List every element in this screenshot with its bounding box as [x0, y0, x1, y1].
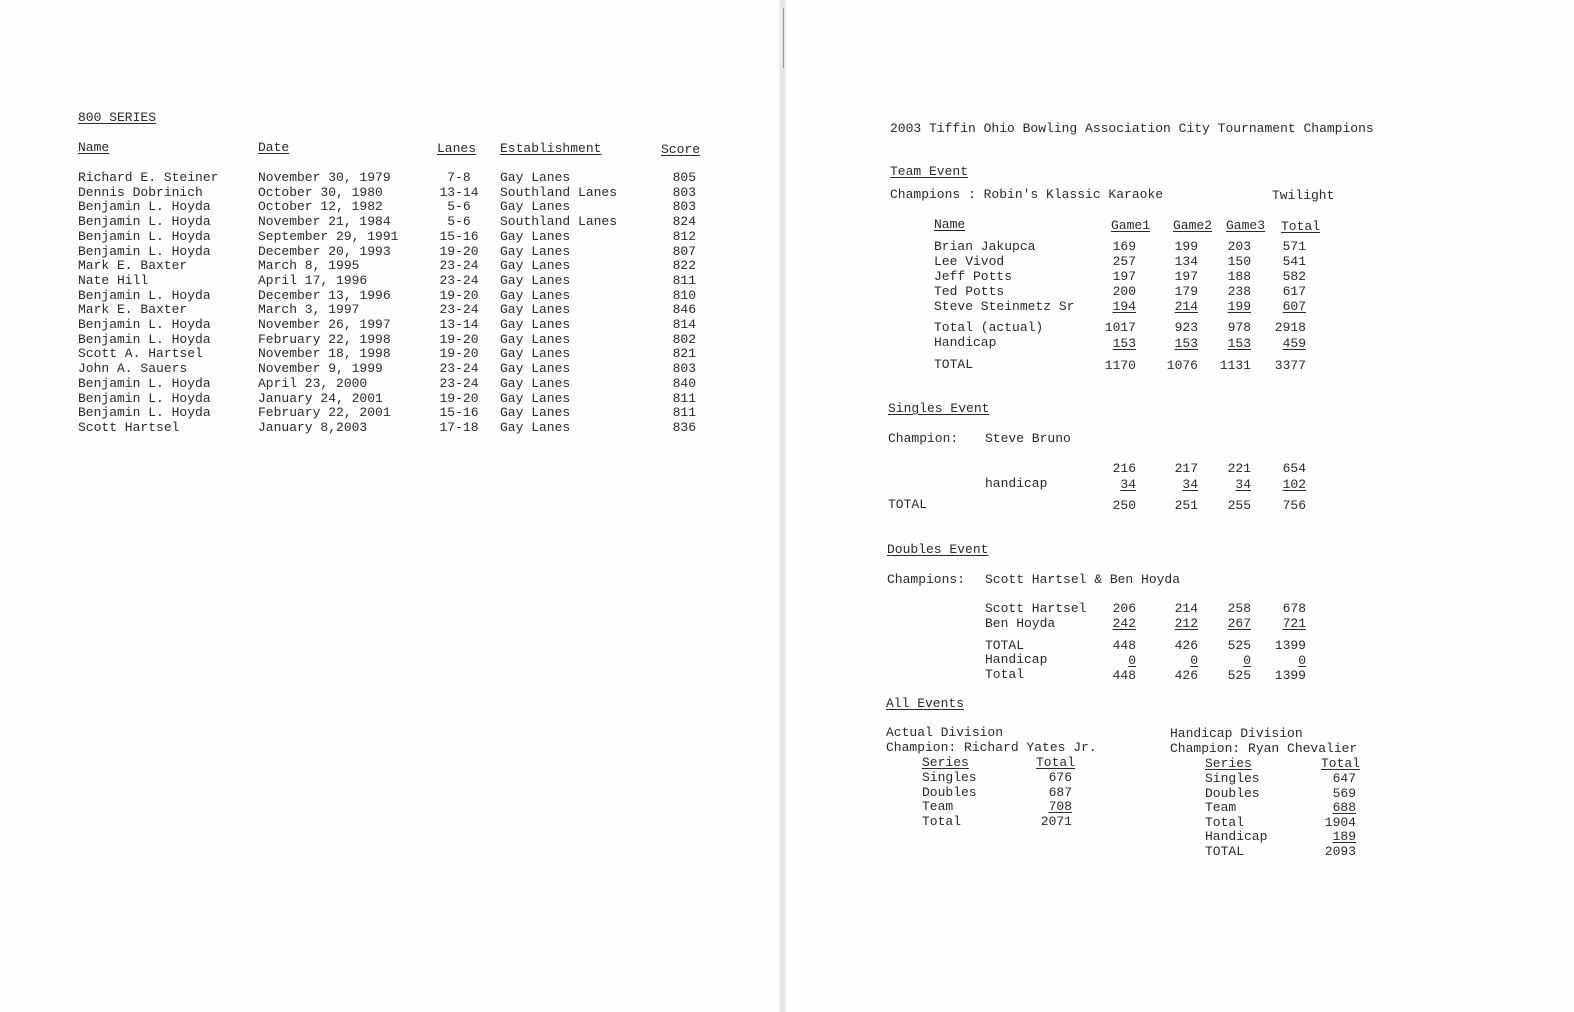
team-row-game1: 197 [1112, 269, 1136, 284]
series-row-date: January 24, 2001 [258, 390, 383, 406]
singles-champion-name: Steve Bruno [985, 431, 1071, 446]
doubles-total-label: TOTAL [985, 638, 1025, 653]
team-row-name: Steve Steinmetz Sr [934, 299, 1075, 314]
team-row-game2: 197 [1174, 269, 1198, 284]
series-row-lanes: 19-20 [439, 331, 479, 347]
singles-total: 654 [1282, 461, 1306, 476]
series-row-date: November 30, 1979 [258, 170, 391, 185]
team-row-game3: 150 [1227, 254, 1251, 269]
series-row-establishment: Gay Lanes [500, 331, 571, 347]
series-row-score: 803 [672, 184, 696, 200]
series-row-establishment: Gay Lanes [500, 405, 571, 421]
doubles-handicap-g2: 0 [1190, 653, 1198, 668]
series-row-date: October 30, 1980 [258, 184, 383, 200]
series-row-score: 811 [672, 390, 696, 406]
series-row-establishment: Gay Lanes [500, 287, 571, 303]
team-handicap-g3: 153 [1227, 336, 1251, 351]
series-row-date: March 8, 1995 [258, 258, 360, 274]
series-row-lanes: 7-8 [447, 170, 471, 185]
series-row-lanes: 13-14 [439, 317, 479, 332]
singles-handicap-g2: 34 [1182, 477, 1198, 492]
team-row-name: Lee Vivod [934, 254, 1005, 269]
series-row-date: January 8,2003 [258, 419, 368, 435]
handicap-division-row-value: 1904 [1324, 814, 1356, 830]
team-row-game1: 194 [1112, 299, 1136, 314]
singles-grand-g2: 251 [1174, 498, 1198, 513]
doubles-total-g1: 448 [1112, 638, 1136, 653]
series-row-date: November 18, 1998 [258, 346, 391, 362]
handicap-division-row-label: Total [1205, 814, 1245, 830]
team-header-total: Total [1281, 219, 1321, 234]
series-row-establishment: Gay Lanes [500, 375, 571, 391]
series-row-date: December 20, 1993 [258, 243, 391, 259]
column-header-establishment: Establishment [500, 141, 602, 156]
team-row-name: Brian Jakupca [934, 239, 1036, 254]
series-row-establishment: Gay Lanes [500, 419, 571, 435]
handicap-division-row-label: Singles [1205, 771, 1260, 786]
doubles-handicap-total: 0 [1298, 653, 1306, 668]
series-row-date: November 26, 1997 [258, 317, 391, 332]
team-grand-total: 3377 [1274, 358, 1306, 373]
team-row-game1: 257 [1112, 254, 1136, 269]
series-row-score: 802 [672, 331, 696, 347]
actual-division-title: Actual Division [886, 725, 1004, 740]
doubles-row-game3: 267 [1227, 616, 1251, 631]
team-header-game3: Game3 [1226, 218, 1266, 233]
handicap-division-row-value: 647 [1332, 771, 1356, 786]
doubles-total-g2: 426 [1174, 638, 1198, 653]
team-row-name: Ted Potts [934, 284, 1005, 299]
gutter-mark [783, 8, 784, 68]
team-grand-label: TOTAL [934, 357, 974, 372]
series-row-name: Benjamin L. Hoyda [78, 287, 211, 303]
series-row-establishment: Southland Lanes [500, 214, 618, 230]
series-row-score: 810 [672, 287, 696, 303]
doubles-event-heading: Doubles Event [887, 542, 989, 557]
doubles-grand-g1: 448 [1112, 668, 1136, 683]
series-row-score: 822 [672, 258, 696, 274]
series-row-lanes: 23-24 [439, 302, 479, 318]
series-row-score: 812 [672, 228, 696, 244]
team-row-total: 582 [1282, 269, 1306, 284]
series-row-establishment: Gay Lanes [500, 346, 571, 362]
series-row-name: Mark E. Baxter [78, 258, 188, 274]
series-row-lanes: 15-16 [439, 405, 479, 421]
series-row-establishment: Gay Lanes [500, 199, 571, 215]
series-row-lanes: 19-20 [439, 287, 479, 303]
series-row-score: 814 [672, 317, 696, 332]
column-header-name: Name [78, 140, 110, 155]
series-row-establishment: Gay Lanes [500, 361, 571, 377]
series-row-name: Benjamin L. Hoyda [78, 214, 211, 230]
singles-g2: 217 [1174, 461, 1198, 476]
series-row-name: Benjamin L. Hoyda [78, 199, 211, 215]
page-title: 2003 Tiffin Ohio Bowling Association City Tournament Champions [890, 121, 1374, 136]
singles-handicap-g1: 34 [1120, 477, 1136, 492]
series-row-lanes: 15-16 [439, 228, 479, 244]
team-row-game3: 238 [1227, 284, 1251, 299]
series-row-score: 840 [672, 375, 696, 391]
series-row-lanes: 23-24 [439, 361, 479, 377]
team-actual-label: Total (actual) [934, 320, 1044, 335]
actual-division-row-label: Total [922, 813, 962, 829]
series-row-date: November 21, 1984 [258, 214, 391, 230]
team-handicap-label: Handicap [934, 335, 997, 350]
series-row-date: October 12, 1982 [258, 199, 383, 215]
series-row-establishment: Gay Lanes [500, 170, 571, 185]
team-row-game2: 134 [1174, 254, 1198, 269]
column-header-score: Score [661, 142, 701, 157]
team-league: Twilight [1272, 188, 1335, 203]
actual-division-row-value: 2071 [1040, 813, 1072, 829]
singles-g1: 216 [1112, 461, 1136, 476]
doubles-row-total: 721 [1282, 616, 1306, 631]
team-row-game3: 199 [1227, 299, 1251, 314]
doubles-total-g3: 525 [1227, 638, 1251, 653]
singles-handicap-g3: 34 [1235, 477, 1251, 492]
handicap-division-title: Handicap Division [1170, 726, 1303, 741]
team-row-total: 571 [1282, 239, 1306, 254]
actual-division-row-value: 676 [1048, 770, 1072, 785]
right-page [786, 0, 1574, 1012]
team-row-name: Jeff Potts [934, 269, 1013, 284]
handicap-division-row-label: Handicap [1205, 829, 1268, 845]
team-row-game3: 188 [1227, 269, 1251, 284]
team-row-game2: 199 [1174, 239, 1198, 254]
series-row-lanes: 19-20 [439, 390, 479, 406]
singles-grand-label: TOTAL [888, 497, 928, 512]
singles-grand-g3: 255 [1227, 498, 1251, 513]
actual-total-header: Total [1036, 755, 1076, 770]
team-row-total: 541 [1282, 254, 1306, 269]
series-row-name: Benjamin L. Hoyda [78, 375, 211, 391]
actual-series-header: Series [922, 755, 969, 770]
doubles-row-game1: 242 [1112, 616, 1136, 631]
series-row-name: Benjamin L. Hoyda [78, 405, 211, 421]
handicap-division-row-label: Doubles [1205, 785, 1260, 801]
actual-division-row-value: 708 [1048, 799, 1072, 815]
actual-division-row-label: Team [922, 799, 954, 815]
series-row-score: 803 [672, 361, 696, 377]
singles-champion-label: Champion: [888, 431, 959, 446]
handicap-division-row-value: 569 [1332, 785, 1356, 801]
handicap-division-row-value: 688 [1332, 800, 1356, 816]
doubles-row-game2: 214 [1174, 601, 1198, 616]
team-handicap-g1: 153 [1112, 336, 1136, 351]
series-row-lanes: 19-20 [439, 243, 479, 259]
actual-division-row-label: Singles [922, 770, 977, 785]
team-grand-g1: 1170 [1104, 358, 1136, 373]
team-header-name: Name [934, 217, 966, 232]
series-row-establishment: Gay Lanes [500, 390, 571, 406]
actual-division-row-label: Doubles [922, 784, 977, 800]
series-row-date: November 9, 1999 [258, 361, 383, 377]
doubles-row-total: 678 [1282, 601, 1306, 616]
series-row-establishment: Southland Lanes [500, 184, 618, 200]
series-row-date: September 29, 1991 [258, 228, 399, 244]
series-row-date: April 17, 1996 [258, 272, 368, 288]
team-champions-label: Champions : Robin's Klassic Karaoke [890, 187, 1164, 202]
series-row-name: Benjamin L. Hoyda [78, 331, 211, 347]
series-row-lanes: 17-18 [439, 419, 479, 435]
singles-grand-g1: 250 [1112, 498, 1136, 513]
singles-grand-total: 756 [1282, 498, 1306, 513]
series-row-establishment: Gay Lanes [500, 258, 571, 274]
series-row-lanes: 23-24 [439, 258, 479, 274]
team-actual-total: 2918 [1274, 320, 1306, 335]
series-row-name: Richard E. Steiner [78, 170, 219, 185]
series-row-establishment: Gay Lanes [500, 317, 571, 332]
singles-handicap-label: handicap [985, 476, 1048, 491]
series-row-name: Benjamin L. Hoyda [78, 243, 211, 259]
series-row-name: Benjamin L. Hoyda [78, 390, 211, 406]
series-row-score: 803 [672, 199, 696, 215]
actual-division-champion: Champion: Richard Yates Jr. [886, 740, 1097, 755]
series-row-score: 811 [672, 405, 696, 421]
handicap-division-row-value: 189 [1332, 829, 1356, 845]
series-row-lanes: 19-20 [439, 346, 479, 362]
series-row-name: John A. Sauers [78, 361, 188, 377]
series-row-score: 807 [672, 243, 696, 259]
team-grand-g2: 1076 [1166, 358, 1198, 373]
series-row-name: Scott A. Hartsel [78, 346, 203, 362]
doubles-grand-g3: 525 [1227, 668, 1251, 683]
team-row-game1: 200 [1112, 284, 1136, 299]
team-row-game2: 179 [1174, 284, 1198, 299]
doubles-handicap-g3: 0 [1243, 653, 1251, 668]
doubles-row-name: Scott Hartsel [985, 601, 1087, 616]
handicap-series-header: Series [1205, 756, 1252, 771]
series-row-name: Benjamin L. Hoyda [78, 228, 211, 244]
singles-event-heading: Singles Event [888, 401, 990, 416]
handicap-division-champion: Champion: Ryan Chevalier [1170, 741, 1358, 756]
team-handicap-g2: 153 [1174, 336, 1198, 351]
doubles-champions-label: Champions: [887, 572, 966, 587]
team-event-heading: Team Event [890, 164, 969, 179]
singles-handicap-total: 102 [1282, 477, 1306, 492]
team-handicap-total: 459 [1282, 336, 1306, 351]
doubles-champions-names: Scott Hartsel & Ben Hoyda [985, 572, 1181, 587]
series-row-name: Benjamin L. Hoyda [78, 317, 211, 332]
team-row-game2: 214 [1174, 299, 1198, 314]
series-row-score: 836 [672, 419, 696, 435]
team-row-total: 607 [1282, 299, 1306, 314]
handicap-division-row-label: Team [1205, 800, 1237, 816]
team-row-game3: 203 [1227, 239, 1251, 254]
all-events-heading: All Events [886, 696, 965, 711]
series-row-score: 824 [672, 214, 696, 230]
series-row-name: Scott Hartsel [78, 419, 180, 435]
handicap-division-row-value: 2093 [1324, 844, 1356, 859]
series-row-lanes: 23-24 [439, 375, 479, 391]
series-row-name: Dennis Dobrinich [78, 184, 203, 200]
actual-division-row-value: 687 [1048, 784, 1072, 800]
team-actual-g2: 923 [1174, 320, 1198, 335]
series-row-score: 805 [672, 170, 696, 185]
section-heading-800-series: 800 SERIES [78, 110, 157, 125]
doubles-handicap-label: Handicap [985, 652, 1048, 667]
series-row-lanes: 5-6 [447, 214, 471, 230]
series-row-establishment: Gay Lanes [500, 272, 571, 288]
doubles-row-game1: 206 [1112, 601, 1136, 616]
team-row-total: 617 [1282, 284, 1306, 299]
series-row-name: Mark E. Baxter [78, 302, 188, 318]
series-row-lanes: 13-14 [439, 184, 479, 200]
doubles-row-game3: 258 [1227, 601, 1251, 616]
series-row-date: February 22, 1998 [258, 331, 391, 347]
handicap-division-row-label: TOTAL [1205, 844, 1245, 859]
team-header-game2: Game2 [1173, 218, 1213, 233]
series-row-name: Nate Hill [78, 272, 149, 288]
doubles-grand-total: 1399 [1274, 668, 1306, 683]
doubles-total-total: 1399 [1274, 638, 1306, 653]
left-page [0, 0, 780, 1012]
doubles-grand-label: Total [985, 667, 1025, 682]
series-row-date: March 3, 1997 [258, 302, 360, 318]
handicap-total-header: Total [1321, 756, 1361, 771]
series-row-date: April 23, 2000 [258, 375, 368, 391]
team-actual-g3: 978 [1227, 320, 1251, 335]
series-row-score: 821 [672, 346, 696, 362]
column-header-date: Date [258, 140, 290, 155]
doubles-row-name: Ben Hoyda [985, 616, 1056, 631]
series-row-establishment: Gay Lanes [500, 243, 571, 259]
team-actual-g1: 1017 [1104, 320, 1136, 335]
series-row-date: February 22, 2001 [258, 405, 391, 421]
doubles-row-game2: 212 [1174, 616, 1198, 631]
doubles-grand-g2: 426 [1174, 668, 1198, 683]
team-row-game1: 169 [1112, 239, 1136, 254]
series-row-date: December 13, 1996 [258, 287, 391, 303]
singles-g3: 221 [1227, 461, 1251, 476]
series-row-establishment: Gay Lanes [500, 302, 571, 318]
series-row-lanes: 5-6 [447, 199, 471, 215]
column-header-lanes: Lanes [437, 141, 477, 156]
doubles-handicap-g1: 0 [1128, 653, 1136, 668]
series-row-establishment: Gay Lanes [500, 228, 571, 244]
series-row-lanes: 23-24 [439, 272, 479, 288]
series-row-score: 846 [672, 302, 696, 318]
series-row-score: 811 [672, 272, 696, 288]
team-header-game1: Game1 [1111, 218, 1151, 233]
team-grand-g3: 1131 [1219, 358, 1251, 373]
